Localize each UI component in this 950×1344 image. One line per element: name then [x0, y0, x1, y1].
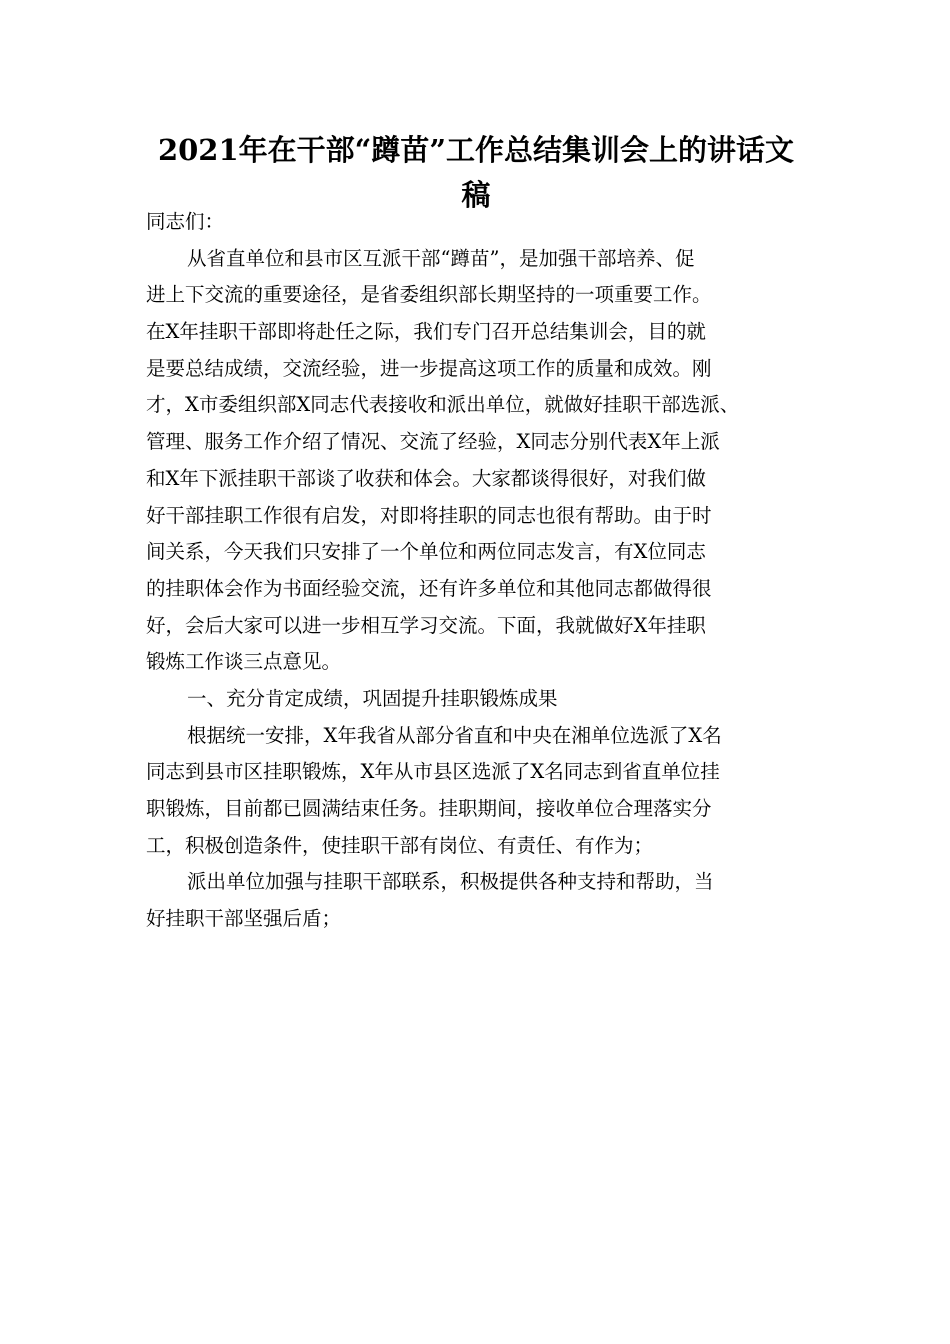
- text-line: 同志到县市区挂职锻炼，X年从市县区选派了X名同志到省直单位挂: [146, 760, 720, 784]
- text-line: 进上下交流的重要途径，是省委组织部长期坚持的一项重要工作。: [146, 283, 712, 307]
- text-line: 同志们：: [146, 210, 225, 233]
- text-line: 间关系，今天我们只安排了一个单位和两位同志发言，有X位同志: [146, 540, 706, 564]
- text-line: 的挂职体会作为书面经验交流，还有许多单位和其他同志都做得很: [146, 576, 712, 600]
- text-line: 工，积极创造条件，使挂职干部有岗位、有责任、有作为；: [146, 833, 654, 857]
- text-line: 从省直单位和县市区互派干部“蹲苗”，是加强干部培养、促: [187, 246, 695, 270]
- text-line: 好，会后大家可以进一步相互学习交流。下面，我就做好X年挂职: [146, 613, 706, 637]
- title-line-2: 稿: [461, 178, 491, 212]
- text-line: 锻炼工作谈三点意见。: [146, 650, 342, 674]
- text-line: 是要总结成绩，交流经验，进一步提高这项工作的质量和成效。刚: [146, 356, 712, 380]
- text-line: 一、充分肯定成绩，巩固提升挂职锻炼成果: [187, 686, 558, 710]
- text-line: 在X年挂职干部即将赴任之际，我们专门召开总结集训会，目的就: [146, 320, 706, 344]
- text-line: 管理、服务工作介绍了情况、交流了经验，X同志分别代表X年上派: [146, 430, 720, 454]
- text-line: 好挂职干部坚强后盾；: [146, 907, 342, 931]
- text-line: 和X年下派挂职干部谈了收获和体会。大家都谈得很好，对我们做: [146, 466, 706, 490]
- text-line: 好干部挂职工作很有启发，对即将挂职的同志也很有帮助。由于时: [146, 503, 712, 527]
- text-line: 才，X市委组织部X同志代表接收和派出单位，就做好挂职干部选派、: [146, 393, 740, 417]
- document-body: [146, 204, 836, 938]
- text-line: 派出单位加强与挂职干部联系，积极提供各种支持和帮助，当: [187, 870, 714, 894]
- text-line: 职锻炼，目前都已圆满结束任务。挂职期间，接收单位合理落实分: [146, 797, 712, 820]
- title-line-1: 2021年在干部“蹲苗”工作总结集训会上的讲话文: [157, 133, 795, 167]
- text-line: 根据统一安排，X年我省从部分省直和中央在湘单位选派了X名: [187, 723, 722, 747]
